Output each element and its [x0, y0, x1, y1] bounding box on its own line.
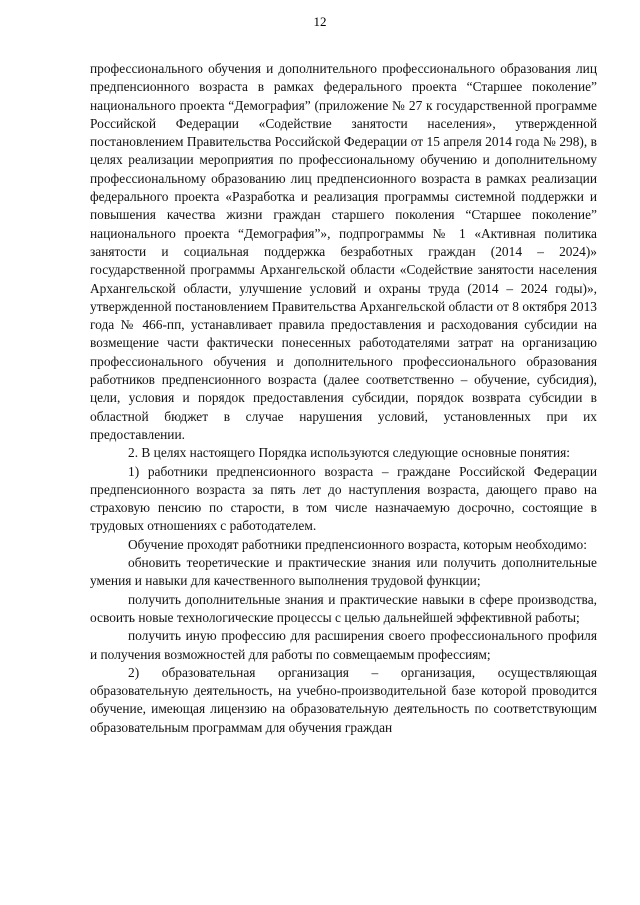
page-number: 12 [313, 14, 327, 29]
document-body [90, 60, 597, 737]
paragraph-intro: профессионального обучения и дополнительного профессионального образования лиц предпенсионного возраста в рамках федерального проекта “Старшее поколение” национального проекта “Демография” (приложение № 27 к государственной программе Российской Федерации «Содействие занятости населения», утвержденной постановлением Правительства Российской Федерации от 15 апреля 2014 года № 298), в целях реализации мероприятия по профессиональному обучению и дополнительному профессиональному образованию лиц предпенсионного возраста в рамках реализации федерального проекта «Разработка и реализация программы системной поддержки и повышения качества жизни граждан старшего поколения “Старшее поколение” национального проекта “Демография”», подпрограммы № 1 «Активная политика занятости и социальная поддержка безработных граждан (2014 – 2024)» государственной программы Архангельской области «Содействие занятости населения Архангельской области, улучшение условий и охраны труда (2014 – 2024 годы)», утвержденной постановлением Правительства Архангельской области от 8 октября 2013 года № 466-пп, устанавливает правила предоставления и расходования субсидии на возмещение части фактически понесенных работодателями затрат на организацию профессионального обучения и дополнительного профессионального образования работников предпенсионного возраста (далее соответственно – обучение, субсидия), цели, условия и порядок предоставления субсидии, порядок возврата субсидии в областной бюджет в случае нарушения условий, установленных при их предоставлении. [90, 61, 597, 442]
paragraph-need-new-skills: получить дополнительные знания и практические навыки в сфере производства, освоить новые технологические процессы с целью дальнейшей эффективной работы; [90, 591, 597, 625]
paragraph-definition-2: 2) образовательная организация – организация, осуществляющая образовательную деятельность, на учебно-производительной базе которой проводится обучение, имеющая лицензию на образовательную деятельность по соответствующим образовательным программам для обучения граждан [90, 664, 597, 735]
paragraph-need-new-profession: получить иную профессию для расширения своего профессионального профиля и получения возможностей для работы по совмещаемым профессиям; [90, 628, 597, 662]
paragraph-need-update-knowledge: обновить теоретические и практические знания или получить дополнительные умения и навыки для качественного выполнения трудовой функции; [90, 555, 597, 589]
paragraph-definition-1: 1) работники предпенсионного возраста – граждане Российской Федерации предпенсионного возраста за пять лет до наступления возраста, дающего право на страховую пенсию по старости, в том числе назначаемую досрочно, состоящие в трудовых отношениях с работодателем. [90, 463, 597, 534]
paragraph-training-needs: Обучение проходят работники предпенсионного возраста, которым необходимо: [128, 536, 587, 552]
paragraph-item-2: 2. В целях настоящего Порядка используются следующие основные понятия: [128, 445, 571, 461]
